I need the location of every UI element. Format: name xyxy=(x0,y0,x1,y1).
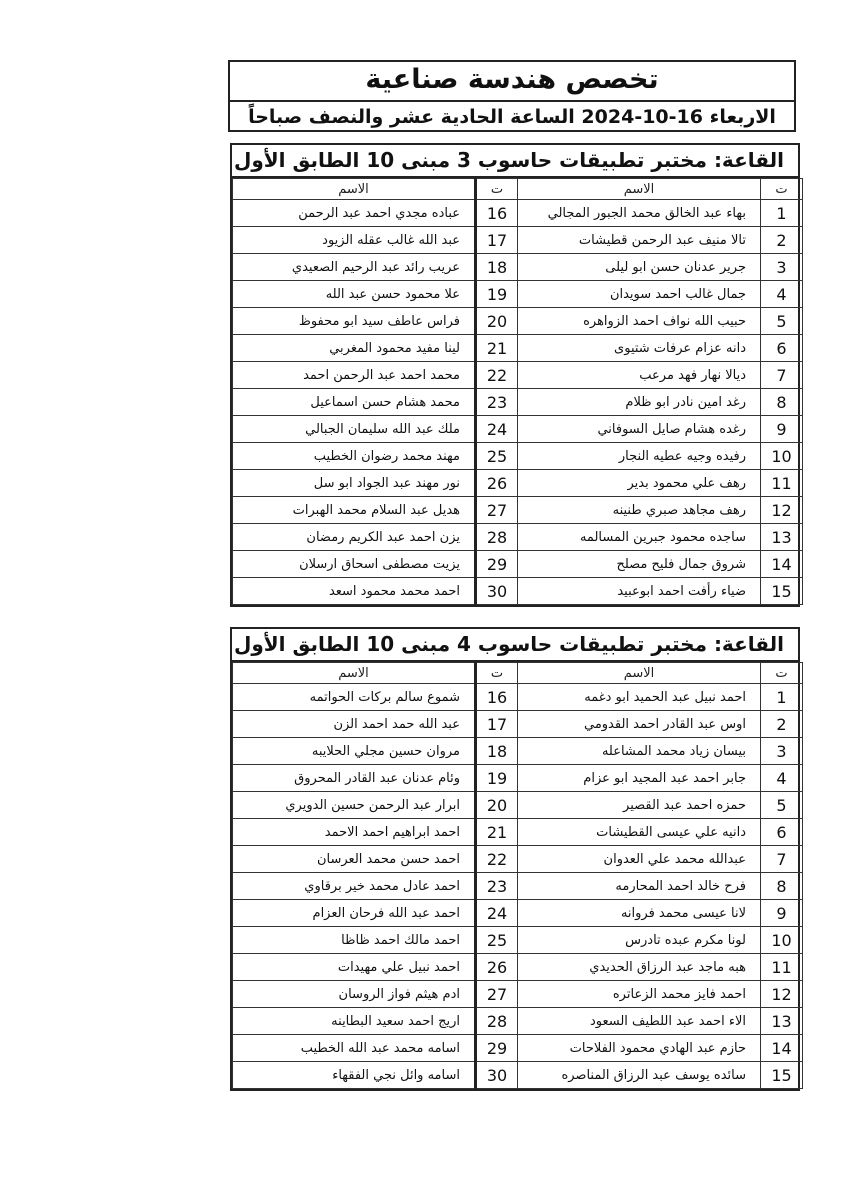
row-number: 4 xyxy=(761,765,803,792)
student-name: شموع سالم بركات الحواتمه xyxy=(233,684,476,711)
table-row xyxy=(233,684,803,711)
student-name: احمد فايز محمد الزعاتره xyxy=(518,981,761,1008)
student-name: ديالا نهار فهد مرعب xyxy=(518,362,761,389)
student-name: محمد هشام حسن اسماعيل xyxy=(233,389,476,416)
column-header-number: ت xyxy=(761,663,803,684)
table-row xyxy=(233,846,803,873)
room-section-lab-3 xyxy=(230,143,800,607)
row-number: 17 xyxy=(476,711,518,738)
row-number: 30 xyxy=(476,578,518,605)
column-header-name: الاسم xyxy=(518,179,761,200)
student-name: حمزه احمد عبد القصير xyxy=(518,792,761,819)
row-number: 14 xyxy=(761,551,803,578)
student-name: اريج احمد سعيد البطاينه xyxy=(233,1008,476,1035)
row-number: 11 xyxy=(761,954,803,981)
student-name: عبد الله حمد احمد الزن xyxy=(233,711,476,738)
table-header-row xyxy=(233,179,803,200)
row-number: 22 xyxy=(476,846,518,873)
row-number: 20 xyxy=(476,308,518,335)
student-name: هبه ماجد عبد الرزاق الحديدي xyxy=(518,954,761,981)
row-number: 3 xyxy=(761,254,803,281)
table-row xyxy=(233,443,803,470)
student-name: يزن احمد عبد الكريم رمضان xyxy=(233,524,476,551)
student-table xyxy=(232,178,803,605)
student-name: احمد ابراهيم احمد الاحمد xyxy=(233,819,476,846)
row-number: 2 xyxy=(761,711,803,738)
student-name: احمد نبيل عبد الحميد ابو دغمه xyxy=(518,684,761,711)
row-number: 27 xyxy=(476,981,518,1008)
table-row xyxy=(233,227,803,254)
table-row xyxy=(233,308,803,335)
table-row xyxy=(233,819,803,846)
student-name: رهف مجاهد صبري طنينه xyxy=(518,497,761,524)
student-name: هديل عبد السلام محمد الهبرات xyxy=(233,497,476,524)
table-row xyxy=(233,281,803,308)
table-row xyxy=(233,738,803,765)
student-name: مروان حسين مجلي الحلايبه xyxy=(233,738,476,765)
row-number: 19 xyxy=(476,281,518,308)
row-number: 23 xyxy=(476,873,518,900)
student-table xyxy=(232,662,803,1089)
table-row xyxy=(233,362,803,389)
student-name: علا محمود حسن عبد الله xyxy=(233,281,476,308)
table-row xyxy=(233,711,803,738)
table-row xyxy=(233,873,803,900)
table-row xyxy=(233,551,803,578)
row-number: 3 xyxy=(761,738,803,765)
table-body xyxy=(233,200,803,605)
column-header-name: الاسم xyxy=(233,179,476,200)
table-row xyxy=(233,981,803,1008)
row-number: 12 xyxy=(761,497,803,524)
row-number: 18 xyxy=(476,738,518,765)
row-number: 1 xyxy=(761,200,803,227)
row-number: 28 xyxy=(476,1008,518,1035)
row-number: 15 xyxy=(761,1062,803,1089)
student-name: احمد عادل محمد خير برقاوي xyxy=(233,873,476,900)
table-row xyxy=(233,1008,803,1035)
student-name: جمال غالب احمد سويدان xyxy=(518,281,761,308)
row-number: 12 xyxy=(761,981,803,1008)
row-number: 13 xyxy=(761,1008,803,1035)
student-name: محمد احمد عبد الرحمن احمد xyxy=(233,362,476,389)
row-number: 21 xyxy=(476,819,518,846)
student-name: عباده مجدي احمد عبد الرحمن xyxy=(233,200,476,227)
table-row xyxy=(233,765,803,792)
row-number: 5 xyxy=(761,792,803,819)
student-name: بهاء عبد الخالق محمد الجبور المجالي xyxy=(518,200,761,227)
student-name: شروق جمال فليح مصلح xyxy=(518,551,761,578)
room-title: القاعة: مختبر تطبيقات حاسوب 4 مبنى 10 الطابق الأول xyxy=(232,629,798,662)
student-name: دانيه علي عيسى القطيشات xyxy=(518,819,761,846)
row-number: 6 xyxy=(761,335,803,362)
student-name: وئام عدنان عبد القادر المحروق xyxy=(233,765,476,792)
student-name: لونا مكرم عبده تادرس xyxy=(518,927,761,954)
student-name: احمد عبد الله فرحان العزام xyxy=(233,900,476,927)
student-name: جرير عدنان حسن ابو ليلى xyxy=(518,254,761,281)
row-number: 8 xyxy=(761,873,803,900)
student-name: فرح خالد احمد المحارمه xyxy=(518,873,761,900)
row-number: 9 xyxy=(761,900,803,927)
student-name: لينا مفيد محمود المغربي xyxy=(233,335,476,362)
row-number: 29 xyxy=(476,1035,518,1062)
row-number: 8 xyxy=(761,389,803,416)
table-row xyxy=(233,524,803,551)
column-header-number: ت xyxy=(761,179,803,200)
table-row xyxy=(233,578,803,605)
row-number: 9 xyxy=(761,416,803,443)
row-number: 6 xyxy=(761,819,803,846)
student-name: رغده هشام صايل السوفاني xyxy=(518,416,761,443)
row-number: 1 xyxy=(761,684,803,711)
student-name: ضياء رأفت احمد ابوعبيد xyxy=(518,578,761,605)
row-number: 28 xyxy=(476,524,518,551)
row-number: 10 xyxy=(761,927,803,954)
row-number: 22 xyxy=(476,362,518,389)
row-number: 27 xyxy=(476,497,518,524)
column-header-number: ت xyxy=(476,663,518,684)
row-number: 11 xyxy=(761,470,803,497)
row-number: 17 xyxy=(476,227,518,254)
student-name: احمد نبيل علي مهيدات xyxy=(233,954,476,981)
row-number: 25 xyxy=(476,443,518,470)
row-number: 16 xyxy=(476,200,518,227)
row-number: 30 xyxy=(476,1062,518,1089)
column-header-name: الاسم xyxy=(233,663,476,684)
row-number: 7 xyxy=(761,362,803,389)
page-title: تخصص هندسة صناعية xyxy=(230,62,794,102)
student-name: لانا عيسى محمد فروانه xyxy=(518,900,761,927)
row-number: 23 xyxy=(476,389,518,416)
table-row xyxy=(233,416,803,443)
student-name: احمد مالك احمد ظاظا xyxy=(233,927,476,954)
row-number: 20 xyxy=(476,792,518,819)
row-number: 15 xyxy=(761,578,803,605)
row-number: 29 xyxy=(476,551,518,578)
student-name: عريب رائد عبد الرحيم الصعيدي xyxy=(233,254,476,281)
student-name: احمد محمد محمود اسعد xyxy=(233,578,476,605)
table-body xyxy=(233,684,803,1089)
student-name: نور مهند عبد الجواد ابو سل xyxy=(233,470,476,497)
row-number: 5 xyxy=(761,308,803,335)
student-name: ادم هيثم فواز الروسان xyxy=(233,981,476,1008)
row-number: 16 xyxy=(476,684,518,711)
student-name: ساجده محمود جبرين المسالمه xyxy=(518,524,761,551)
table-row xyxy=(233,1062,803,1089)
row-number: 26 xyxy=(476,954,518,981)
student-name: سائده يوسف عبد الرزاق المناصره xyxy=(518,1062,761,1089)
student-name: اسامه وائل نجي الفقهاء xyxy=(233,1062,476,1089)
student-name: رغد امين نادر ابو ظلام xyxy=(518,389,761,416)
row-number: 24 xyxy=(476,416,518,443)
student-name: يزيت مصطفى اسحاق ارسلان xyxy=(233,551,476,578)
student-name: عبدالله محمد علي العدوان xyxy=(518,846,761,873)
table-row xyxy=(233,900,803,927)
row-number: 21 xyxy=(476,335,518,362)
student-name: مهند محمد رضوان الخطيب xyxy=(233,443,476,470)
student-name: جابر احمد عبد المجيد ابو عزام xyxy=(518,765,761,792)
table-row xyxy=(233,497,803,524)
row-number: 14 xyxy=(761,1035,803,1062)
student-name: رهف علي محمود بدير xyxy=(518,470,761,497)
table-row xyxy=(233,954,803,981)
table-row xyxy=(233,200,803,227)
student-name: الاء احمد عبد اللطيف السعود xyxy=(518,1008,761,1035)
table-row xyxy=(233,335,803,362)
table-row xyxy=(233,389,803,416)
student-name: عبد الله غالب عقله الزيود xyxy=(233,227,476,254)
row-number: 2 xyxy=(761,227,803,254)
row-number: 7 xyxy=(761,846,803,873)
table-row xyxy=(233,254,803,281)
page-header xyxy=(228,60,796,132)
student-name: ملك عبد الله سليمان الجبالي xyxy=(233,416,476,443)
student-name: فراس عاطف سيد ابو محفوظ xyxy=(233,308,476,335)
row-number: 25 xyxy=(476,927,518,954)
student-name: حبيب الله نواف احمد الزواهره xyxy=(518,308,761,335)
row-number: 26 xyxy=(476,470,518,497)
student-name: دانه عزام عرفات شتيوى xyxy=(518,335,761,362)
row-number: 10 xyxy=(761,443,803,470)
student-name: احمد حسن محمد العرسان xyxy=(233,846,476,873)
room-section-lab-4 xyxy=(230,627,800,1091)
row-number: 24 xyxy=(476,900,518,927)
column-header-name: الاسم xyxy=(518,663,761,684)
student-name: ابرار عبد الرحمن حسين الدويري xyxy=(233,792,476,819)
table-row xyxy=(233,470,803,497)
row-number: 13 xyxy=(761,524,803,551)
table-row xyxy=(233,792,803,819)
table-header-row xyxy=(233,663,803,684)
room-title: القاعة: مختبر تطبيقات حاسوب 3 مبنى 10 الطابق الأول xyxy=(232,145,798,178)
exam-date-line: الاربعاء 16-10-2024 الساعة الحادية عشر والنصف صباحاً xyxy=(248,106,776,128)
student-name: اسامه محمد عبد الله الخطيب xyxy=(233,1035,476,1062)
student-name: رفيده وجيه عطيه النجار xyxy=(518,443,761,470)
column-header-number: ت xyxy=(476,179,518,200)
row-number: 19 xyxy=(476,765,518,792)
student-name: حازم عبد الهادي محمود الفلاحات xyxy=(518,1035,761,1062)
row-number: 18 xyxy=(476,254,518,281)
row-number: 4 xyxy=(761,281,803,308)
student-name: بيسان زياد محمد المشاعله xyxy=(518,738,761,765)
student-name: اوس عبد القادر احمد القدومي xyxy=(518,711,761,738)
table-row xyxy=(233,1035,803,1062)
table-row xyxy=(233,927,803,954)
student-name: تالا منيف عبد الرحمن قطيشات xyxy=(518,227,761,254)
